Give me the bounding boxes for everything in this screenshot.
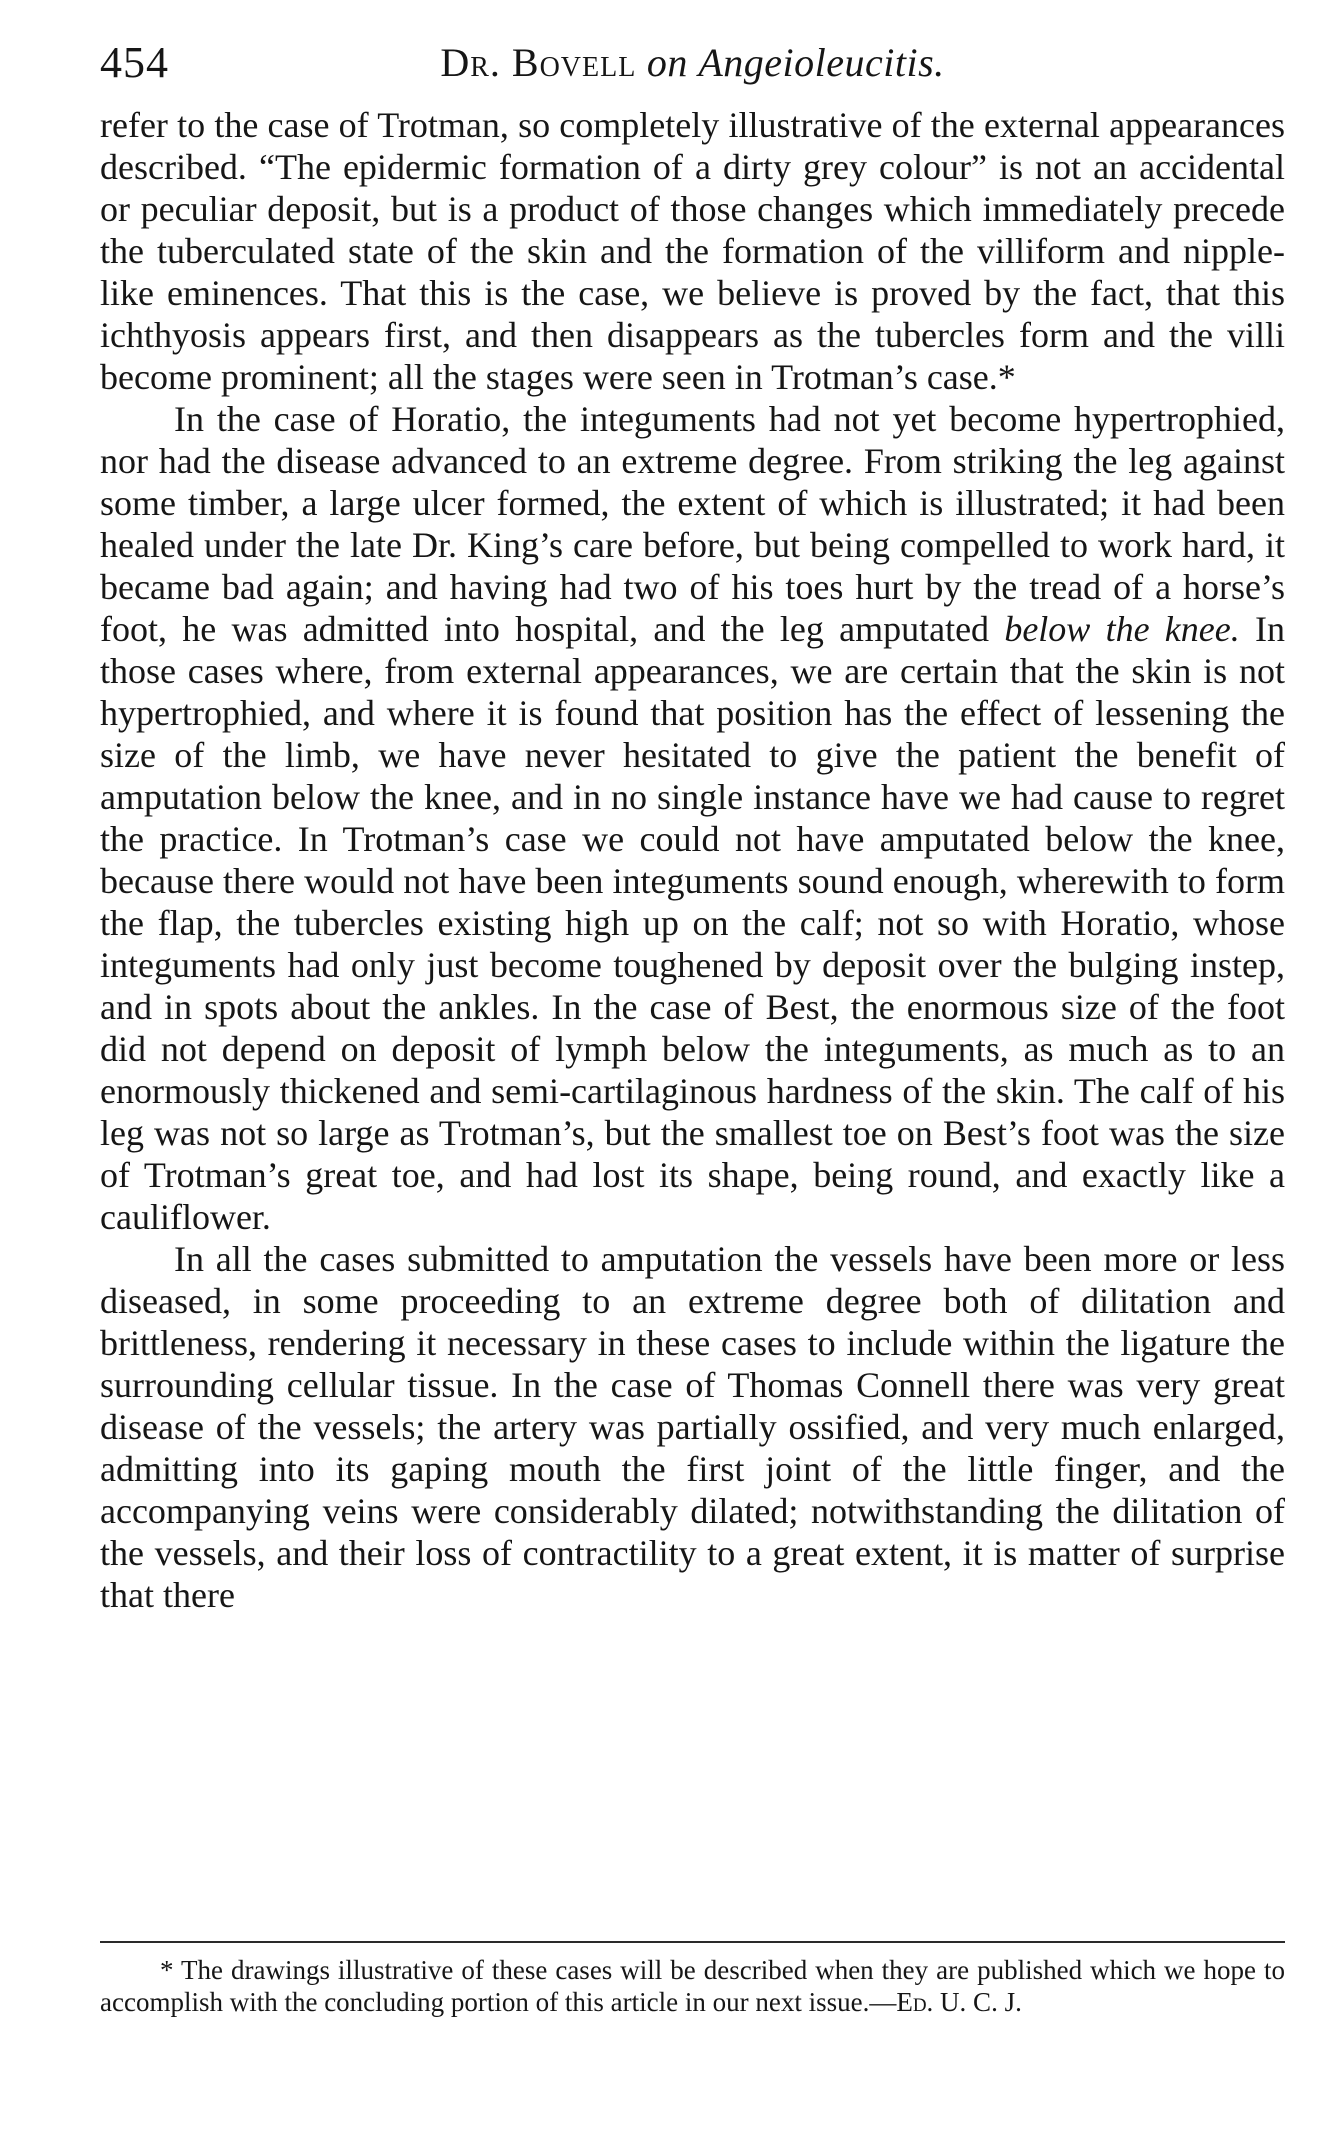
paragraph-2-text-b: In those cases where, from external appearances, we are certain that the skin is not hypertrophied, and where it is found that position has the effect of lessening the size of the limb, we have never hesitated to give the patient the benefit of amputation below the knee, and in no single instance have we had cause to regret the practice. In Trotman’s case we could not have amputated below the knee, because there would not have been integuments sound enough, wherewith to form the flap, the tubercles existing high up on the calf; not so with Horatio, whose integuments had only just become toughened by deposit over the bulging instep, and in spots about the ankles. In the case of Best, the enormous size of the foot did not depend on deposit of lymph below the integuments, as much as to an enormously thickened and semi-cartilaginous hardness of the skin. The calf of his leg was not so large as Trotman’s, but the smallest toe on Best’s foot was the size of Trotman’s great toe, and had lost its shape, being round, and exactly like a cauliflower. (100, 609, 1286, 1237)
paragraph-2-italic: below the knee. (1004, 609, 1240, 649)
footnote-text: * The drawings illustrative of these cases will be described when they are published which we hope to accomplish with the concluding portion of this article in our next issue.— (100, 1955, 1285, 2017)
footnote-rule (100, 1941, 1285, 1943)
running-head (100, 36, 1285, 90)
paragraph-2 (100, 398, 1285, 1238)
running-title (100, 36, 1285, 90)
paragraph-3-text: In all the cases submitted to amputation the vessels have been more or less diseased, in some proceeding to an extreme degree both of dilitation and brittleness, rendering it necessary in these cases to include within the ligature the surrounding cellular tissue. In the case of Thomas Connell there was very great disease of the vessels; the artery was partially ossified, and very much enlarged, admitting into its gaping mouth the first joint of the little finger, and the accompanying veins were considerably dilated; notwithstanding the dilitation of the vessels, and their loss of contractility to a great extent, it is matter of surprise that there (100, 1239, 1285, 1615)
running-title-author: Dr. Bovell (440, 40, 637, 85)
footnote-signature: Ed. U. C. J. (896, 1987, 1022, 2017)
page-number: 454 (100, 38, 169, 87)
paragraph-3 (100, 1238, 1285, 1616)
running-title-on: on (646, 40, 688, 85)
footnote (100, 1954, 1285, 2018)
running-title-subject: Angeioleucitis. (698, 40, 945, 85)
body-text (100, 104, 1285, 1616)
paragraph-1 (100, 104, 1285, 398)
paragraph-1-text: refer to the case of Trotman, so completely illustrative of the external appearances described. “The epidermic formation of a dirty grey colour” is not an accidental or peculiar deposit, but is a product of those changes which immediately precede the tuberculated state of the skin and the formation of the villiform and nipple-like eminences. That this is the case, we believe is proved by the fact, that this ichthyosis appears first, and then disappears as the tubercles form and the villi become prominent; all the stages were seen in Trotman’s case.* (100, 105, 1285, 397)
paragraph-2-text-a: In the case of Horatio, the integuments had not yet become hypertrophied, nor had the disease advanced to an extreme degree. From striking the leg against some timber, a large ulcer formed, the extent of which is illustrated; it had been healed under the late Dr. King’s care before, but being compelled to work hard, it became bad again; and having had two of his toes hurt by the tread of a horse’s foot, he was admitted into hospital, and the leg amputated (100, 399, 1285, 649)
